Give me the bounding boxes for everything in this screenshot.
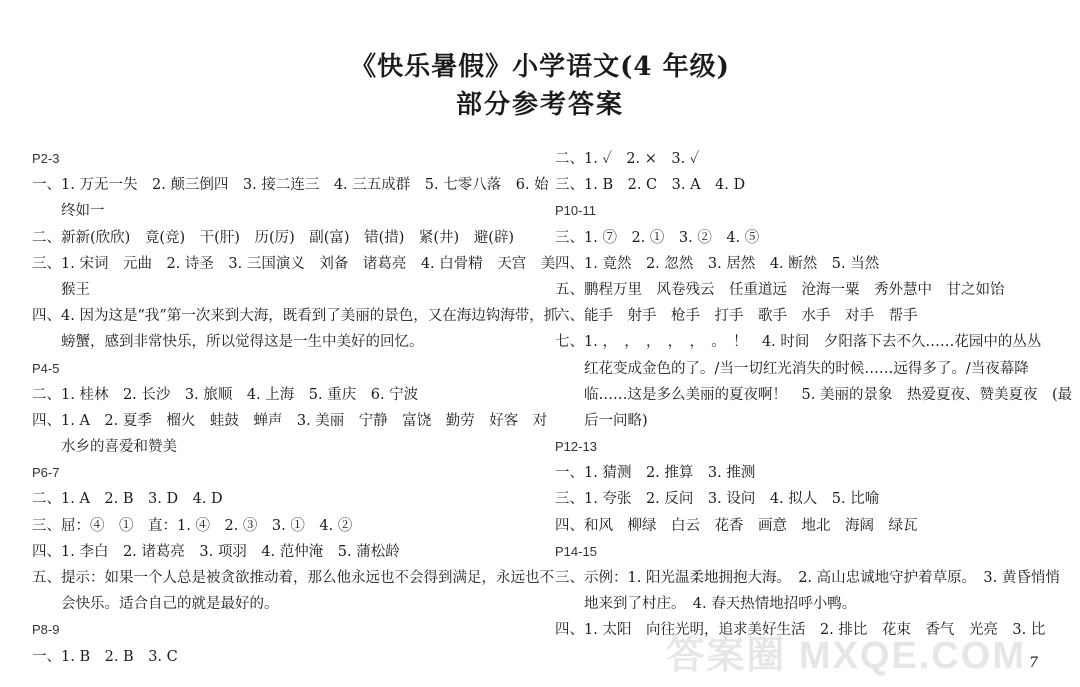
page-number: 7	[1029, 655, 1038, 671]
section-heading: P8-9	[32, 622, 60, 638]
answer-line: 四、1. 太阳 向往光明，追求美好生活 2. 排比 花束 香气 光亮 3. 比	[555, 622, 1046, 639]
answer-line: 三、1. 夸张 2. 反问 3. 设问 4. 拟人 5. 比喻	[555, 491, 880, 508]
page-subtitle: 部分参考答案	[455, 90, 624, 120]
answer-line: 临……这是多么美丽的夏夜啊！ 5. 美丽的景象 热爱夏夜、赞美夏夜 (最	[584, 386, 1073, 403]
answer-line: 水乡的喜爱和赞美	[61, 439, 177, 456]
section-heading: P10-11	[555, 203, 596, 219]
header	[0, 48, 1080, 124]
answer-line: 会快乐。适合自己的就是最好的。	[61, 596, 279, 613]
answer-line: 二、1. A 2. B 3. D 4. D	[32, 491, 223, 508]
answer-line: 六、能手 射手 枪手 打手 歌手 水手 对手 帮手	[555, 308, 918, 325]
answer-line: 二、1. 桂林 2. 长沙 3. 旅顺 4. 上海 5. 重庆 6. 宁波	[32, 386, 419, 403]
answer-line: 四、1. 竟然 2. 忽然 3. 居然 4. 断然 5. 当然	[555, 255, 880, 272]
answer-line: 二、新新(欣欣) 竟(竞) 干(肝) 历(厉) 副(富) 错(措) 紧(井) 避(辟)	[32, 229, 515, 246]
answer-line: 三、1. ⑦ 2. ① 3. ② 4. ⑤	[555, 229, 760, 246]
page-title: 《快乐暑假》小学语文(4 年级)	[350, 52, 730, 82]
section-heading: P6-7	[32, 465, 60, 481]
section-heading: P14-15	[555, 543, 597, 559]
answer-line: 三、屈：④ ① 直：1. ④ 2. ③ 3. ① 4. ②	[32, 517, 353, 534]
answer-line: 一、1. B 2. B 3. C	[32, 648, 178, 665]
answer-line: 三、1. B 2. C 3. A 4. D	[555, 177, 746, 194]
answer-line: 一、1. 万无一失 2. 颠三倒四 3. 接二连三 4. 三五成群 5. 七零八落 6. 始	[32, 177, 549, 194]
answer-line: 猴王	[61, 281, 90, 298]
section-heading: P4-5	[32, 360, 60, 376]
section-heading: P2-3	[32, 151, 60, 166]
answer-line: 五、鹏程万里 风卷残云 任重道远 沧海一粟 秀外慧中 甘之如饴	[555, 281, 1005, 298]
section-heading: P12-13	[555, 439, 597, 455]
answer-line: 三、1. 宋词 元曲 2. 诗圣 3. 三国演义 刘备 诸葛亮 4. 白骨精 天宫 美	[32, 255, 556, 272]
answer-line: 后一问略)	[584, 412, 648, 429]
watermark: 答案圈 MXQE.COM	[666, 635, 1026, 677]
left-column	[32, 146, 559, 670]
answer-line: 一、1. 猜测 2. 推算 3. 推测	[555, 465, 756, 482]
answer-line: 地来到了村庄。 4. 春天热情地招呼小鸭。	[584, 596, 857, 613]
answer-line: 四、1. 李白 2. 诸葛亮 3. 项羽 4. 范仲淹 5. 蒲松龄	[32, 543, 400, 560]
right-column	[555, 146, 1073, 644]
answer-line: 四、4. 因为这是“我”第一次来到大海，既看到了美丽的景色，又在海边钩海带，抓	[32, 308, 559, 325]
answer-line: 终如一	[61, 203, 105, 220]
answer-line: 四、1. A 2. 夏季 榴火 蛙鼓 蝉声 3. 美丽 宁静 富饶 勤劳 好客 对	[32, 412, 548, 429]
answer-line: 螃蟹，感到非常快乐，所以觉得这是一生中美好的回忆。	[61, 334, 424, 351]
answer-line: 二、1. ✓ 2. × 3. ✓	[555, 151, 700, 167]
answer-line: 三、示例：1. 阳光温柔地拥抱大海。 2. 高山忠诚地守护着草原。 3. 黄昏悄悄	[555, 570, 1060, 586]
answer-line: 七、1. ， ， ， ， ， 。 ！ 4. 时间 夕阳落下去不久……花园中的丛丛	[555, 334, 1042, 351]
answer-line: 五、提示：如果一个人总是被贪欲推动着，那么他永远也不会得到满足，永远也不	[32, 570, 554, 586]
answer-line: 红花变成金色的了。/当一切红光消失的时候……远得多了。/当夜幕降	[584, 360, 1029, 377]
answer-line: 四、和风 柳绿 白云 花香 画意 地北 海阔 绿瓦	[555, 517, 918, 534]
